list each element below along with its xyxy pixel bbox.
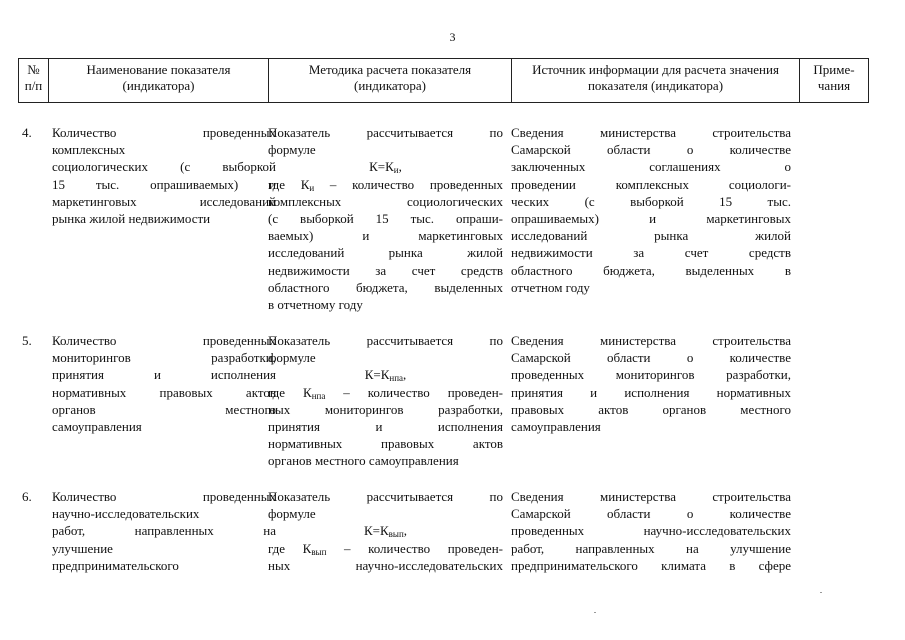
row-number: 5. — [22, 333, 32, 348]
indicator-name: Количество проведенных научно-исследовательских работ, направленных на улучшение предпринимательского — [52, 489, 276, 573]
header-name: Наименование показателя (индикатора) — [49, 59, 269, 103]
table-header — [18, 58, 869, 103]
header-notes: Приме-чания — [800, 59, 869, 103]
calculation-method: Показатель рассчитывается по формуле $К=К_{нпа}$, где $К_{нпа}$ – количество проведен- ных мониторингов разработки, принятия и исполнения нормативных правовых актов органов местного самоуправления — [268, 333, 503, 469]
row-number: 4. — [22, 125, 32, 140]
scan-speck — [594, 612, 596, 613]
information-source: Сведения министерства строительства Самарской области о количестве проведенных мониторингов разработки, принятия и исполнения нормативных правовых актов органов местного самоуправления — [511, 333, 791, 435]
header-num: № п/п — [19, 59, 49, 103]
scan-speck — [820, 592, 822, 593]
formula: $К=К_{нпа}$, — [364, 367, 407, 384]
formula: $К=К_{вып}$, — [363, 523, 408, 540]
header-source: Источник информации для расчета значения показателя (индикатора) — [512, 59, 800, 103]
information-source: Сведения министерства строительства Самарской области о количестве проведенных научно-исследовательских работ, направленных на улучшение предпринимательского климата в сфере — [511, 489, 791, 573]
page-number: 3 — [449, 30, 456, 44]
calculation-method: Показатель рассчитывается по формуле $К=К_{вып}$, где $К_{вып}$ – количество проведен- ных научно-исследовательских — [268, 489, 503, 573]
indicator-name: Количество проведенных комплексных социологических (с выборкой 15 тыс. опрашиваемых) и маркетинговых исследований рынка жилой недвижимости — [52, 125, 276, 227]
calculation-method: Показатель рассчитывается по формуле $К=К_и$, где $К_и$ – количество проведенных комплексных социологических (с выборкой 15 тыс. опраши- ваемых) и маркетинговых исследований рынка жилой недвижимости за счет средств областного бюджета, выделенных в отчетному году — [268, 125, 503, 313]
header-method: Методика расчета показателя (индикатора) — [269, 59, 512, 103]
table-row — [18, 124, 868, 314]
row-number: 6. — [22, 489, 32, 504]
table-row — [18, 488, 868, 578]
information-source: Сведения министерства строительства Самарской области о количестве заключенных соглашениях о проведении комплексных социологи- ческих (с выборкой 15 тыс. опрашиваемых) и маркетинговых исследований рынка жилой недвижимости за счет средств областного бюджета, выделенных в отчетном году — [511, 125, 791, 295]
formula: $К=К_и$, — [369, 159, 402, 176]
indicator-name: Количество проведенных мониторингов разработки, принятия и исполнения нормативных правовых актов органов местного самоуправления — [52, 333, 276, 435]
table-row — [18, 332, 868, 472]
